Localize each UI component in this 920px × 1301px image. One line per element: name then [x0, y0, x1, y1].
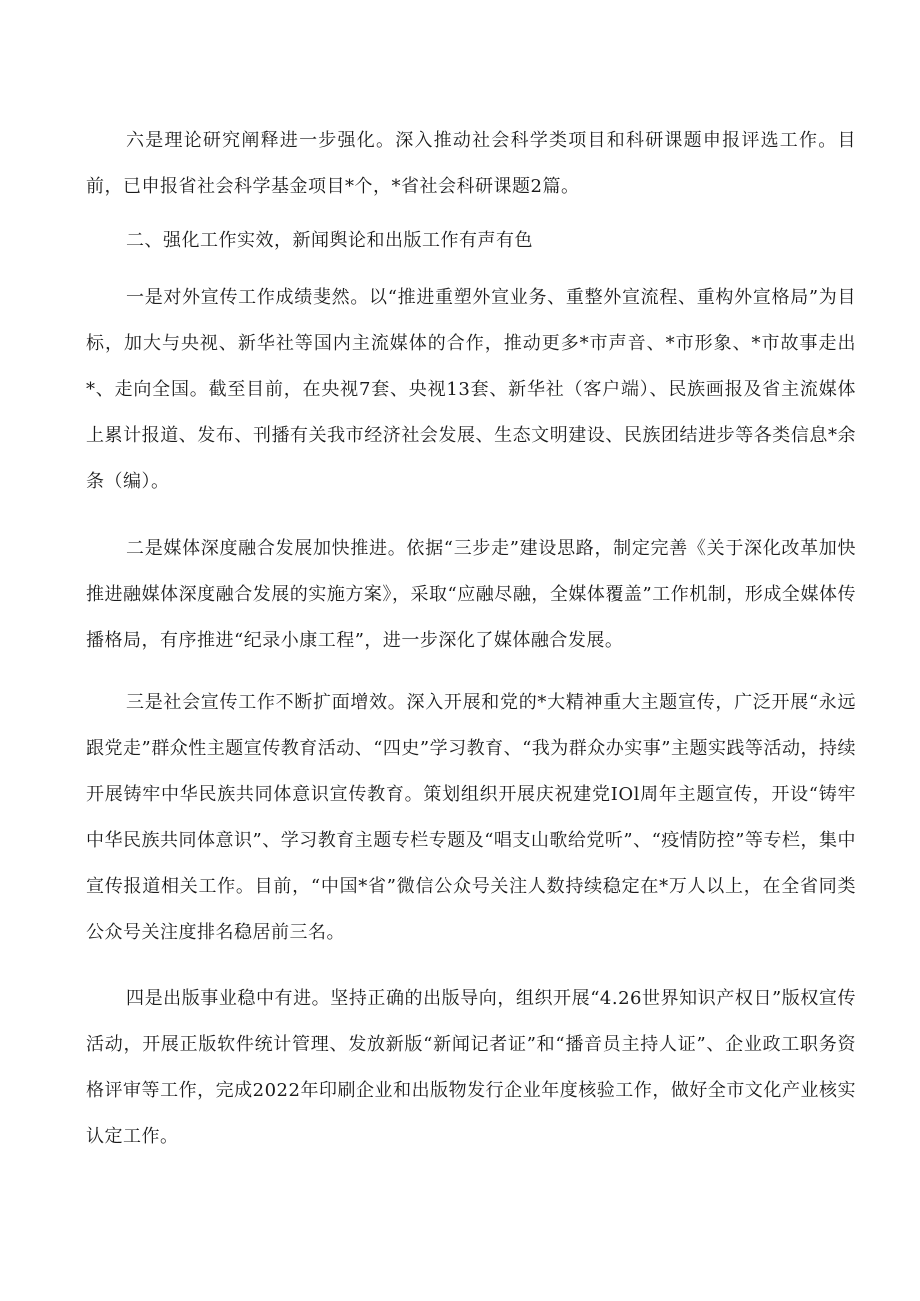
paragraph-publishing: 四是出版事业稳中有进。坚持正确的出版导向，组织开展“4.26世界知识产权日”版权宣传活动，开展正版软件统计管理、发放新版“新闻记者证”和“播音员主持人证”、企业政工职务资格评审等工作，完成2022年印刷企业和出版物发行企业年度核验工作，做好全市文化产业核实认定工作。 [86, 988, 856, 1147]
paragraph-theory-research: 六是理论研究阐释进一步强化。深入推动社会科学类项目和科研课题申报评选工作。目前，已申报省社会科学基金项目*个，*省社会科研课题2篇。 [86, 130, 856, 197]
section-heading-news-publishing: 二、强化工作实效，新闻舆论和出版工作有声有色 [126, 230, 533, 251]
paragraph-social-publicity: 三是社会宣传工作不断扩面增效。深入开展和党的*大精神重大主题宣传，广泛开展“永远跟党走”群众性主题宣传教育活动、“四史”学习教育、“我为群众办实事”主题实践等活动，持续开展铸牢中华民族共同体意识宣传教育。策划组织开展庆祝建党IOl周年主题宣传，开设“铸牢中华民族共同体意识”、学习教育主题专栏专题及“唱支山歌给党听”、“疫情防控”等专栏，集中宣传报道相关工作。目前，“中国*省”微信公众号关注人数持续稳定在*万人以上，在全省同类公众号关注度排名稳居前三名。 [86, 692, 857, 943]
paragraph-media-integration: 二是媒体深度融合发展加快推进。依据“三步走”建设思路，制定完善《关于深化改革加快推进融媒体深度融合发展的实施方案》，采取“应融尽融，全媒体覆盖”工作机制，形成全媒体传播格局，有序推进“纪录小康工程”，进一步深化了媒体融合发展。 [86, 538, 856, 651]
paragraph-external-publicity: 一是对外宣传工作成绩斐然。以“推进重塑外宣业务、重整外宣流程、重构外宣格局”为目标，加大与央视、新华社等国内主流媒体的合作，推动更多*市声音、*市形象、*市故事走出*、走向全国。截至目前，在央视7套、央视13套、新华社（客户端）、民族画报及省主流媒体上累计报道、发布、刊播有关我市经济社会发展、生态文明建设、民族团结进步等各类信息*余条（编）。 [86, 287, 856, 492]
